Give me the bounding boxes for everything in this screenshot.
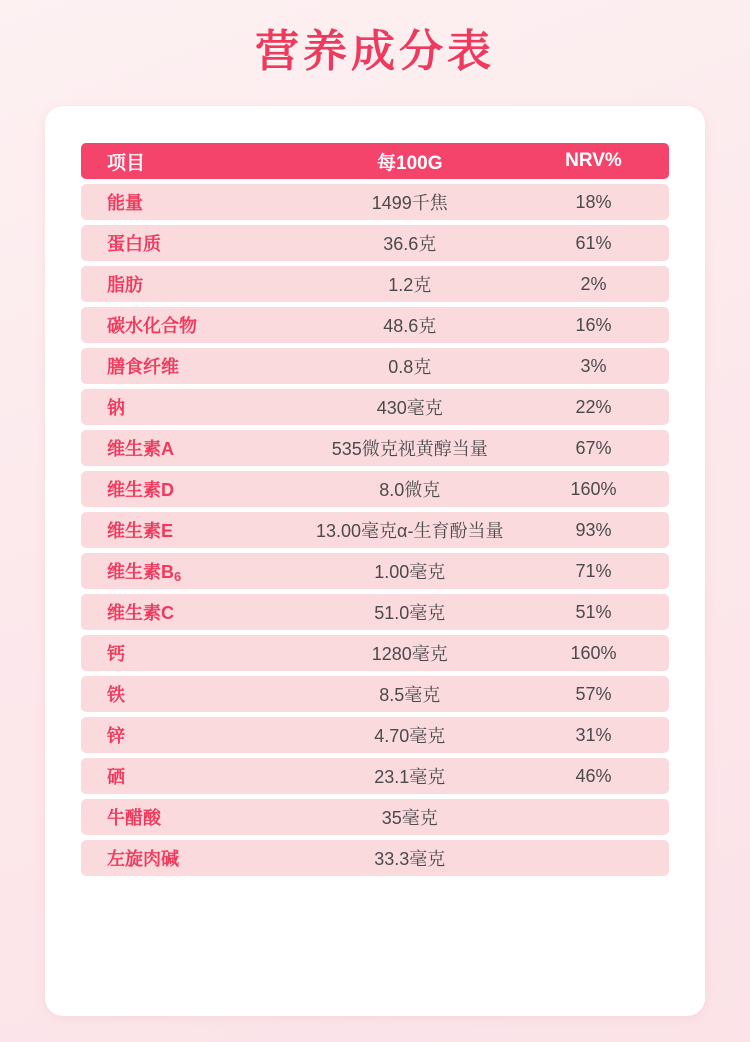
row-nrv: 3% — [527, 348, 669, 384]
row-item: 牛醋酸 — [81, 799, 293, 835]
row-nrv — [527, 840, 669, 876]
row-value: 8.5毫克 — [293, 676, 527, 712]
row-item: 膳食纤维 — [81, 348, 293, 384]
row-item: 铁 — [81, 676, 293, 712]
row-nrv: 57% — [527, 676, 669, 712]
row-item: 钠 — [81, 389, 293, 425]
row-nrv — [527, 799, 669, 835]
row-value: 430毫克 — [293, 389, 527, 425]
nutrition-table — [81, 138, 669, 881]
row-value: 1499千焦 — [293, 184, 527, 220]
row-value: 48.6克 — [293, 307, 527, 343]
row-value: 51.0毫克 — [293, 594, 527, 630]
table-row — [81, 348, 669, 384]
row-value: 36.6克 — [293, 225, 527, 261]
table-row — [81, 307, 669, 343]
row-item: 维生素$B_6$ — [81, 553, 293, 589]
header-nrv: NRV% — [527, 143, 669, 179]
row-value: 8.0微克 — [293, 471, 527, 507]
row-value: 13.00毫克α-生育酚当量 — [293, 512, 527, 548]
table-row — [81, 266, 669, 302]
row-nrv: 31% — [527, 717, 669, 753]
row-item: 锌 — [81, 717, 293, 753]
table-row — [81, 553, 669, 589]
row-value: 1280毫克 — [293, 635, 527, 671]
row-value: 4.70毫克 — [293, 717, 527, 753]
row-nrv: 67% — [527, 430, 669, 466]
table-row — [81, 389, 669, 425]
table-header-row — [81, 143, 669, 179]
row-nrv: 61% — [527, 225, 669, 261]
row-item: 钙 — [81, 635, 293, 671]
row-item: 维生素A — [81, 430, 293, 466]
page-title: 营养成分表 — [255, 27, 495, 76]
table-row — [81, 635, 669, 671]
row-item: 维生素E — [81, 512, 293, 548]
row-nrv: 22% — [527, 389, 669, 425]
row-nrv: 93% — [527, 512, 669, 548]
row-value: 23.1毫克 — [293, 758, 527, 794]
row-value: 1.00毫克 — [293, 553, 527, 589]
row-value: 1.2克 — [293, 266, 527, 302]
row-value: 0.8克 — [293, 348, 527, 384]
row-item: 维生素D — [81, 471, 293, 507]
row-value: 33.3毫克 — [293, 840, 527, 876]
row-item: 左旋肉碱 — [81, 840, 293, 876]
header-item: 项目 — [81, 143, 293, 179]
row-value: 535微克视黄醇当量 — [293, 430, 527, 466]
row-value: 35毫克 — [293, 799, 527, 835]
nutrition-table-body — [81, 143, 669, 876]
row-item: 碳水化合物 — [81, 307, 293, 343]
table-row — [81, 225, 669, 261]
table-row — [81, 717, 669, 753]
table-row — [81, 799, 669, 835]
row-nrv: 16% — [527, 307, 669, 343]
table-row — [81, 471, 669, 507]
row-item: 能量 — [81, 184, 293, 220]
row-nrv: 160% — [527, 471, 669, 507]
table-row — [81, 840, 669, 876]
table-row — [81, 430, 669, 466]
table-row — [81, 676, 669, 712]
table-row — [81, 594, 669, 630]
row-nrv: 2% — [527, 266, 669, 302]
row-item: 维生素C — [81, 594, 293, 630]
row-nrv: 71% — [527, 553, 669, 589]
header-value: 每100G — [293, 143, 527, 179]
nutrition-table-card — [45, 106, 705, 1016]
row-nrv: 46% — [527, 758, 669, 794]
row-item: 蛋白质 — [81, 225, 293, 261]
row-item: 硒 — [81, 758, 293, 794]
table-row — [81, 512, 669, 548]
row-item: 脂肪 — [81, 266, 293, 302]
row-nrv: 160% — [527, 635, 669, 671]
table-row — [81, 758, 669, 794]
row-nrv: 18% — [527, 184, 669, 220]
row-nrv: 51% — [527, 594, 669, 630]
table-row — [81, 184, 669, 220]
